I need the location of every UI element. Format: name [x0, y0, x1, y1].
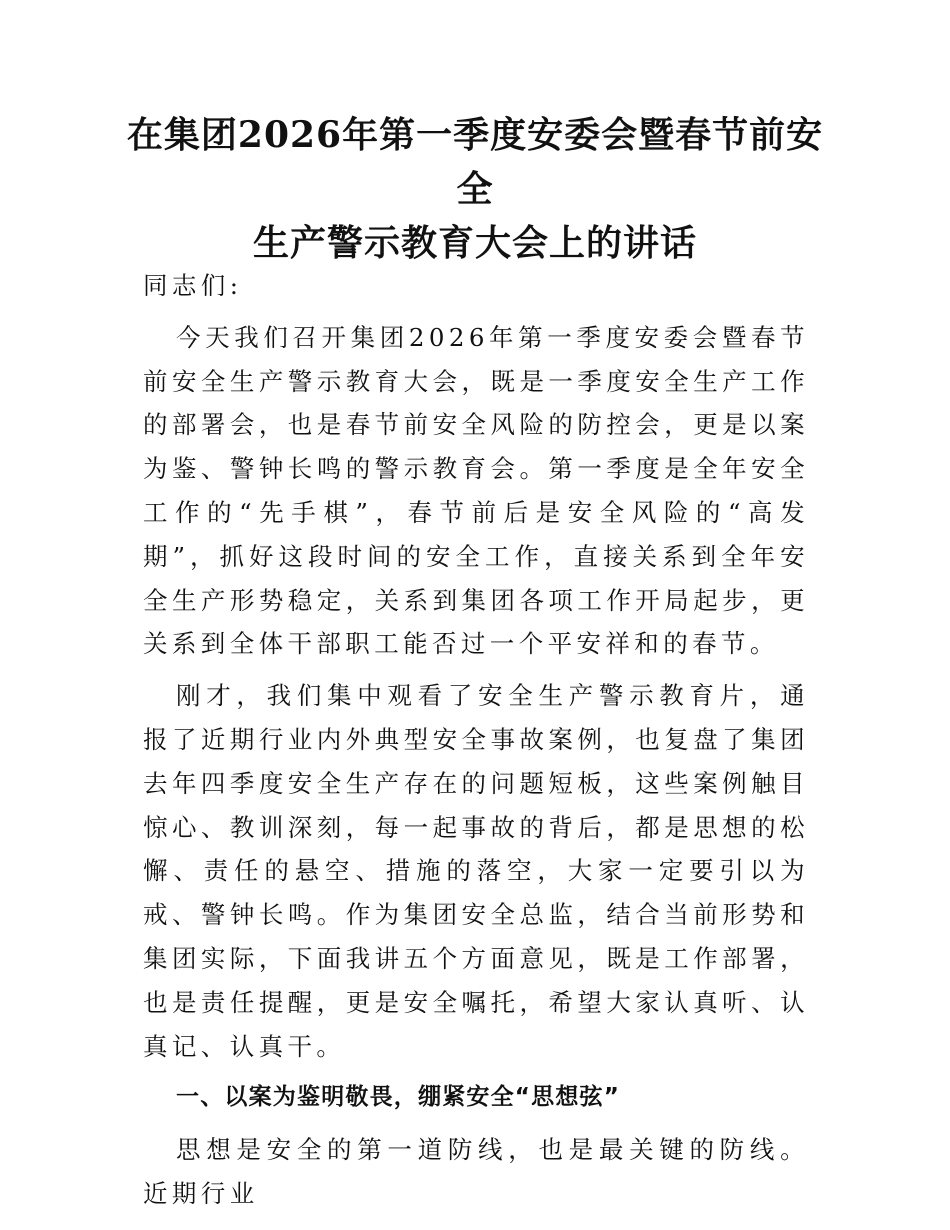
document-title — [120, 108, 830, 270]
section-heading-1: 一、以案为鉴明敬畏，绷紧安全“思想弦” — [176, 1084, 621, 1111]
paragraph-2: 刚才，我们集中观看了安全生产警示教育片，通报了近期行业内外典型安全事故案例，也复盘了集团去年四季度安全生产存在的问题短板，这些案例触目惊心、教训深刻，每一起事故的背后，都是思想的松懈、责任的悬空、措施的落空，大家一定要引以为戒、警钟长鸣。作为集团安全总监，结合当前形势和集团实际，下面我讲五个方面意见，既是工作部署，也是责任提醒，更是安全嘱托，希望大家认真听、认真记、认真干。 — [143, 681, 809, 1061]
title-line-2: 生产警示教育大会上的讲话 — [252, 222, 697, 264]
title-line-1: 在集团2026年第一季度安委会暨春节前安全 — [126, 114, 824, 210]
section-1-paragraph: 思想是安全的第一道防线，也是最关键的防线。近期行业 — [143, 1135, 809, 1208]
salutation: 同志们: — [143, 271, 243, 300]
document-body — [143, 264, 809, 1224]
paragraph-1: 今天我们召开集团2026年第一季度安委会暨春节前安全生产警示教育大会，既是一季度安全生产工作的部署会，也是春节前安全风险的防控会，更是以案为鉴、警钟长鸣的警示教育会。第一季度是全年安全工作的“先手棋”，春节前后是安全风险的“高发期”，抓好这段时间的安全工作，直接关系到全年安全生产形势稳定，关系到集团各项工作开局起步，更关系到全体干部职工能否过一个平安祥和的春节。 — [143, 322, 809, 659]
